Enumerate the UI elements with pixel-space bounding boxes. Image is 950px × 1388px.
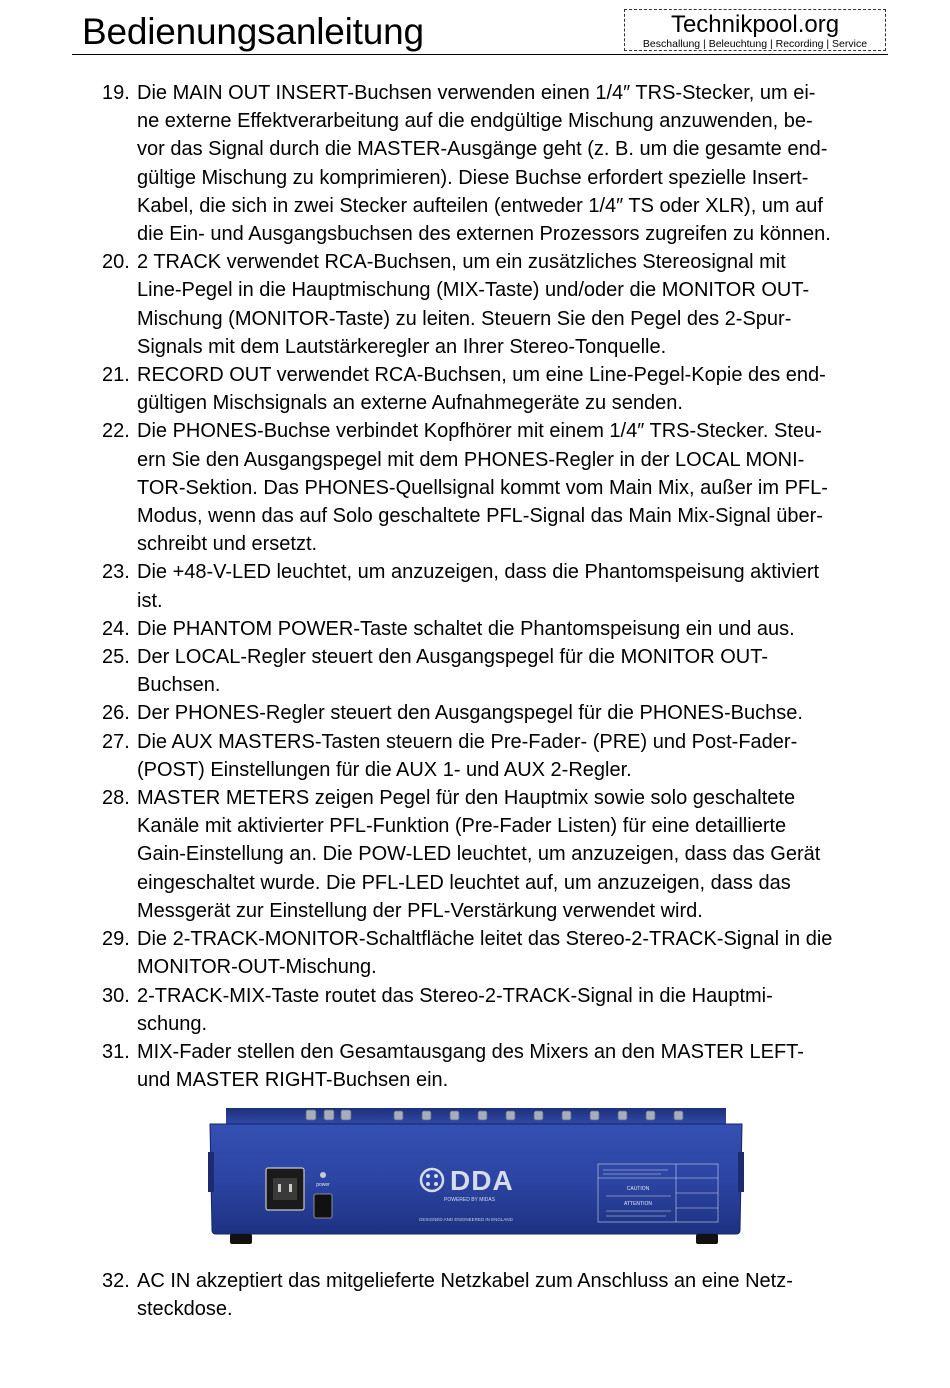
list-item xyxy=(102,925,888,981)
list-item xyxy=(102,728,888,784)
list-item-text-line: schreibt und ersetzt. xyxy=(137,533,318,556)
list-item-text-line: MONITOR-OUT-Mischung. xyxy=(137,956,377,979)
list-item-text-line: Gain-Einstellung an. Die POW-LED leuchtet, um anzuzeigen, dass das Gerät xyxy=(137,843,821,866)
attention-label: ATTENTION xyxy=(624,1201,652,1207)
list-item-number: 22. xyxy=(102,420,130,443)
list-item-text-line: Buchsen. xyxy=(137,674,221,697)
list-item-text-line: gültigen Mischsignals an externe Aufnahmegeräte zu senden. xyxy=(137,392,683,415)
list-item-text-line: Kabel, die sich in zwei Stecker aufteilen (entweder 1/4″ TS oder XLR), um auf xyxy=(137,194,823,217)
list-item xyxy=(102,361,888,417)
list-item-text-line: ern Sie den Ausgangspegel mit dem PHONES-Regler in der LOCAL MONI- xyxy=(137,448,805,471)
list-item-text-line: Signals mit dem Lautstärkeregler an Ihrer Stereo-Tonquelle. xyxy=(137,335,667,358)
list-item-text-line: 2 TRACK verwendet RCA-Buchsen, um ein zusätzliches Stereosignal mit xyxy=(137,251,786,274)
list-item-text-line: Die AUX MASTERS-Tasten steuern die Pre-Fader- (PRE) und Post-Fader- xyxy=(137,730,798,753)
list-item-number: 21. xyxy=(102,364,130,387)
list-item-number: 26. xyxy=(102,702,130,725)
list-item xyxy=(102,558,888,614)
list-item-text-line: Der PHONES-Regler steuert den Ausgangspegel für die PHONES-Buchse. xyxy=(137,702,803,725)
list-item-text-line: vor das Signal durch die MASTER-Ausgänge geht (z. B. um die gesamte end- xyxy=(137,138,828,161)
list-item-number: 19. xyxy=(102,82,130,104)
list-item-text-line: ne externe Effektverarbeitung auf die endgültige Mischung anzuwenden, be- xyxy=(137,110,813,133)
mixer-left-rail xyxy=(208,1152,214,1192)
list-item-text-line: die Ein- und Ausgangsbuchsen des externen Prozessors zugreifen zu können. xyxy=(137,223,831,246)
list-item-text-line: 2-TRACK-MIX-Taste routet das Stereo-2-TRACK-Signal in die Hauptmi- xyxy=(137,984,773,1007)
list-item xyxy=(102,417,888,558)
ground-screw xyxy=(320,1172,326,1178)
list-item-number: 30. xyxy=(102,984,130,1007)
list-item-number: 31. xyxy=(102,1040,130,1063)
ac-inlet xyxy=(266,1168,304,1210)
list-item xyxy=(102,248,888,361)
list-item-text-line: und MASTER RIGHT-Buchsen ein. xyxy=(137,1069,449,1092)
list-item-text-line: Die 2-TRACK-MONITOR-Schaltfläche leitet das Stereo-2-TRACK-Signal in die xyxy=(137,928,833,951)
list-item-number: 24. xyxy=(102,617,130,640)
list-item xyxy=(102,784,888,925)
list-item xyxy=(102,643,888,699)
caution-label: CAUTION xyxy=(626,1186,650,1192)
list-item-text-line: Die PHANTOM POWER-Taste schaltet die Phantomspeisung ein und aus. xyxy=(137,617,795,640)
list-item-text-line: Die MAIN OUT INSERT-Buchsen verwenden einen 1/4″ TRS-Stecker, um ei- xyxy=(137,82,816,104)
dda-logo-text: DDA xyxy=(450,1165,514,1196)
list-item-number: 25. xyxy=(102,646,130,669)
list-item xyxy=(102,79,888,248)
list-item-text-line: TOR-Sektion. Das PHONES-Quellsignal kommt vom Main Mix, außer im PFL- xyxy=(137,476,828,499)
numbered-list-continued xyxy=(102,1267,888,1323)
list-item-text-line: Kanäle mit aktivierter PFL-Funktion (Pre-Fader Listen) für eine detaillierte xyxy=(137,815,787,838)
brand-name: Technikpool.org xyxy=(670,11,840,38)
list-item-text-line: Die +48-V-LED leuchtet, um anzuzeigen, dass die Phantomspeisung aktiviert xyxy=(137,561,820,584)
list-item xyxy=(102,982,888,1038)
list-item-text-line: Mischung (MONITOR-Taste) zu leiten. Steuern Sie den Pegel des 2-Spur- xyxy=(137,307,792,330)
brand-tagline: Beschallung | Beleuchtung | Recording | Service xyxy=(642,38,868,50)
list-item xyxy=(102,1267,888,1323)
list-item-text-line: MASTER METERS zeigen Pegel für den Hauptmix sowie solo geschaltete xyxy=(137,787,796,810)
list-item-text-line: eingeschaltet wurde. Die PFL-LED leuchtet auf, um anzuzeigen, dass das xyxy=(137,871,791,894)
power-switch xyxy=(314,1182,332,1218)
list-item-text-line: (POST) Einstellungen für die AUX 1- und AUX 2-Regler. xyxy=(137,758,632,781)
list-item xyxy=(102,1038,888,1094)
list-item-text-line: ist. xyxy=(137,589,163,612)
list-item-text-line: Modus, wenn das auf Solo geschaltete PFL-Signal das Main Mix-Signal über- xyxy=(137,505,823,528)
list-item-text-line: Die PHONES-Buchse verbindet Kopfhörer mit einem 1/4″ TRS-Stecker. Steu- xyxy=(137,420,822,443)
list-item-number: 27. xyxy=(102,730,130,753)
list-item-text-line: steckdose. xyxy=(137,1298,233,1321)
list-item-text-line: Messgerät zur Einstellung der PFL-Verstärkung verwendet wird. xyxy=(137,899,703,922)
list-item-number: 28. xyxy=(102,787,130,810)
list-item-text-line: MIX-Fader stellen den Gesamtausgang des Mixers an den MASTER LEFT- xyxy=(137,1040,804,1063)
list-item-text-line: schung. xyxy=(137,1012,208,1035)
list-item xyxy=(102,699,888,727)
mixer-footer-text: DESIGNED AND ENGINEERED IN ENGLAND xyxy=(419,1217,513,1222)
list-item-number: 29. xyxy=(102,928,130,951)
list-item-text-line: gültige Mischung zu komprimieren). Diese Buchse erfordert spezielle Insert- xyxy=(137,166,809,189)
list-item-text-line: RECORD OUT verwendet RCA-Buchsen, um eine Line-Pegel-Kopie des end- xyxy=(137,364,826,387)
power-label: power xyxy=(316,1182,330,1188)
mixer-feet xyxy=(230,1234,718,1244)
page-title: Bedienungsanleitung xyxy=(82,11,424,52)
numbered-list xyxy=(102,79,888,1094)
mixer-rear-panel-image xyxy=(206,1108,746,1248)
list-item-text-line: Line-Pegel in die Hauptmischung (MIX-Taste) und/oder die MONITOR OUT- xyxy=(137,279,810,302)
list-item-number: 20. xyxy=(102,251,130,274)
mixer-right-rail xyxy=(738,1152,744,1192)
list-item-number: 23. xyxy=(102,561,130,584)
dda-logo-subtitle: POWERED BY MIDAS xyxy=(444,1197,496,1203)
list-item-text-line: AC IN akzeptiert das mitgelieferte Netzkabel zum Anschluss an eine Netz- xyxy=(137,1270,793,1292)
list-item-number: 32. xyxy=(102,1270,130,1292)
brand-box xyxy=(624,9,886,51)
list-item-text-line: Der LOCAL-Regler steuert den Ausgangspegel für die MONITOR OUT- xyxy=(137,646,769,669)
header-divider xyxy=(72,54,888,55)
list-item xyxy=(102,615,888,643)
